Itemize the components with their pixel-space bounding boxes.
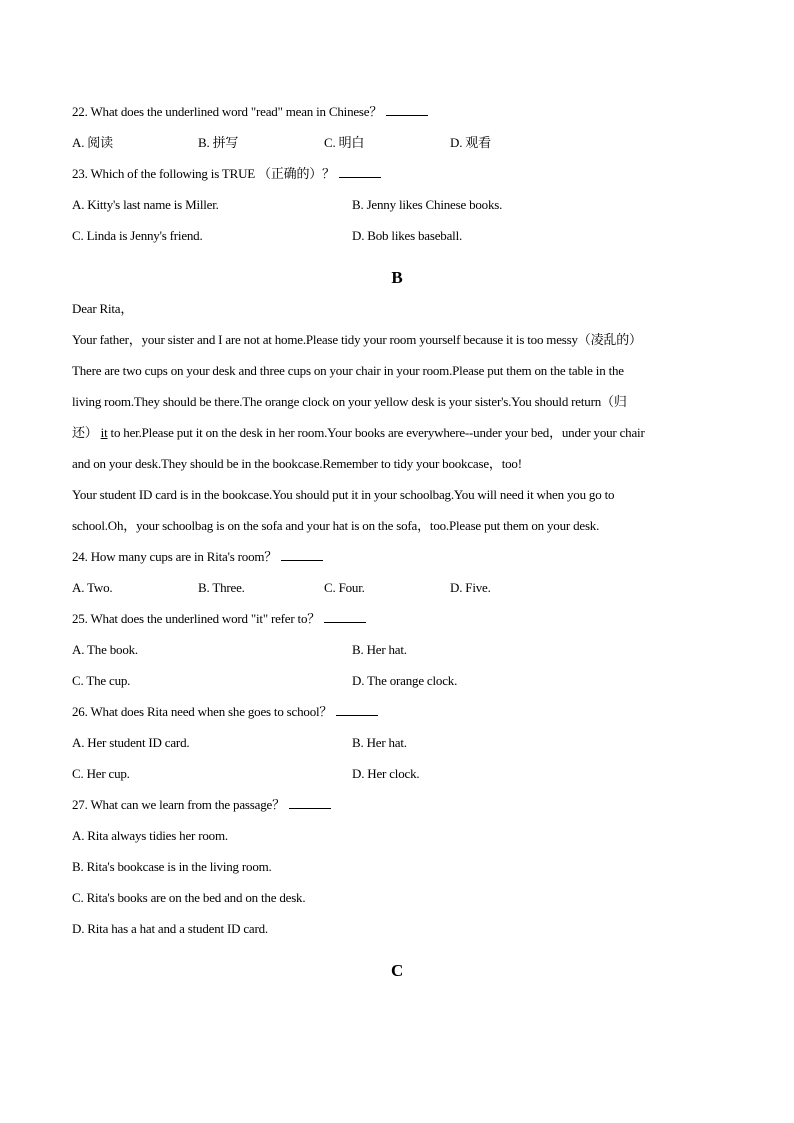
- section-heading-b: B: [391, 268, 403, 287]
- option-d: D. Rita has a hat and a student ID card.: [72, 921, 268, 936]
- answer-blank: [281, 548, 323, 561]
- question-25-options-row1: [72, 640, 722, 671]
- option-a: A. Her student ID card.: [72, 735, 190, 750]
- underlined-word-it: it: [100, 425, 108, 440]
- option-a: A. Rita always tidies her room.: [72, 828, 228, 843]
- passage-b: [72, 299, 722, 547]
- option-c: C. 明白: [324, 135, 365, 150]
- question-stem: 26. What does Rita need when she goes to school？: [72, 704, 333, 719]
- passage-line: 还） it to her.Please put it on the desk in her room.Your books are everywhere--under your bed，under your chair: [72, 425, 645, 440]
- option-b: B. Rita's bookcase is in the living room.: [72, 859, 272, 874]
- option-c: C. The cup.: [72, 673, 131, 688]
- question-24: [72, 547, 722, 578]
- answer-blank: [289, 796, 331, 809]
- passage-line: There are two cups on your desk and three cups on your chair in your room.Please put them on the table in the: [72, 363, 624, 378]
- answer-blank: [336, 703, 378, 716]
- option-c: C. Her cup.: [72, 766, 130, 781]
- question-26-options-row2: [72, 764, 722, 795]
- option-b: B. Jenny likes Chinese books.: [352, 197, 503, 212]
- passage-line: Your student ID card is in the bookcase.You should put it in your schoolbag.You will need it when you go to: [72, 487, 615, 502]
- option-c: C. Linda is Jenny's friend.: [72, 228, 203, 243]
- question-stem: 25. What does the underlined word "it" refer to？: [72, 611, 321, 626]
- question-23: [72, 164, 722, 195]
- option-b: B. 拼写: [198, 135, 239, 150]
- section-heading-c: C: [390, 961, 404, 980]
- question-22: [72, 102, 722, 133]
- passage-line: living room.They should be there.The orange clock on your yellow desk is your sister's.You should return（归: [72, 394, 627, 409]
- option-a: A. Kitty's last name is Miller.: [72, 197, 219, 212]
- question-stem: 24. How many cups are in Rita's room？: [72, 549, 278, 564]
- passage-line: and on your desk.They should be in the bookcase.Remember to tidy your bookcase，too!: [72, 456, 522, 471]
- document-page: [72, 102, 722, 992]
- passage-line: school.Oh，your schoolbag is on the sofa and your hat is on the sofa，too.Please put them on your desk.: [72, 518, 600, 533]
- option-d: D. Five.: [450, 580, 491, 595]
- question-stem: 23. Which of the following is TRUE （正确的）？: [72, 166, 335, 181]
- option-b: B. Three.: [198, 580, 245, 595]
- question-22-options: [72, 133, 722, 164]
- passage-greeting: Dear Rita，: [72, 301, 134, 316]
- question-23-options-row2: [72, 226, 722, 257]
- option-d: D. Her clock.: [352, 766, 420, 781]
- option-a: A. Two.: [72, 580, 113, 595]
- option-a: A. 阅读: [72, 135, 113, 150]
- option-c: C. Rita's books are on the bed and on the desk.: [72, 890, 306, 905]
- option-d: D. Bob likes baseball.: [352, 228, 463, 243]
- option-d: D. 观看: [450, 135, 491, 150]
- question-27: [72, 795, 722, 826]
- question-25-options-row2: [72, 671, 722, 702]
- question-stem: 27. What can we learn from the passage？: [72, 797, 285, 812]
- question-24-options: [72, 578, 722, 609]
- answer-blank: [339, 165, 381, 178]
- question-26: [72, 702, 722, 733]
- answer-blank: [386, 103, 428, 116]
- question-25: [72, 609, 722, 640]
- option-d: D. The orange clock.: [352, 673, 458, 688]
- option-c: C. Four.: [324, 580, 365, 595]
- question-stem: 22. What does the underlined word "read" mean in Chinese？: [72, 104, 383, 119]
- option-b: B. Her hat.: [352, 735, 407, 750]
- answer-blank: [324, 610, 366, 623]
- option-a: A. The book.: [72, 642, 138, 657]
- option-b: B. Her hat.: [352, 642, 407, 657]
- passage-line: Your father，your sister and I are not at home.Please tidy your room yourself because it is too messy（凌乱的）: [72, 332, 642, 347]
- question-23-options-row1: [72, 195, 722, 226]
- question-26-options-row1: [72, 733, 722, 764]
